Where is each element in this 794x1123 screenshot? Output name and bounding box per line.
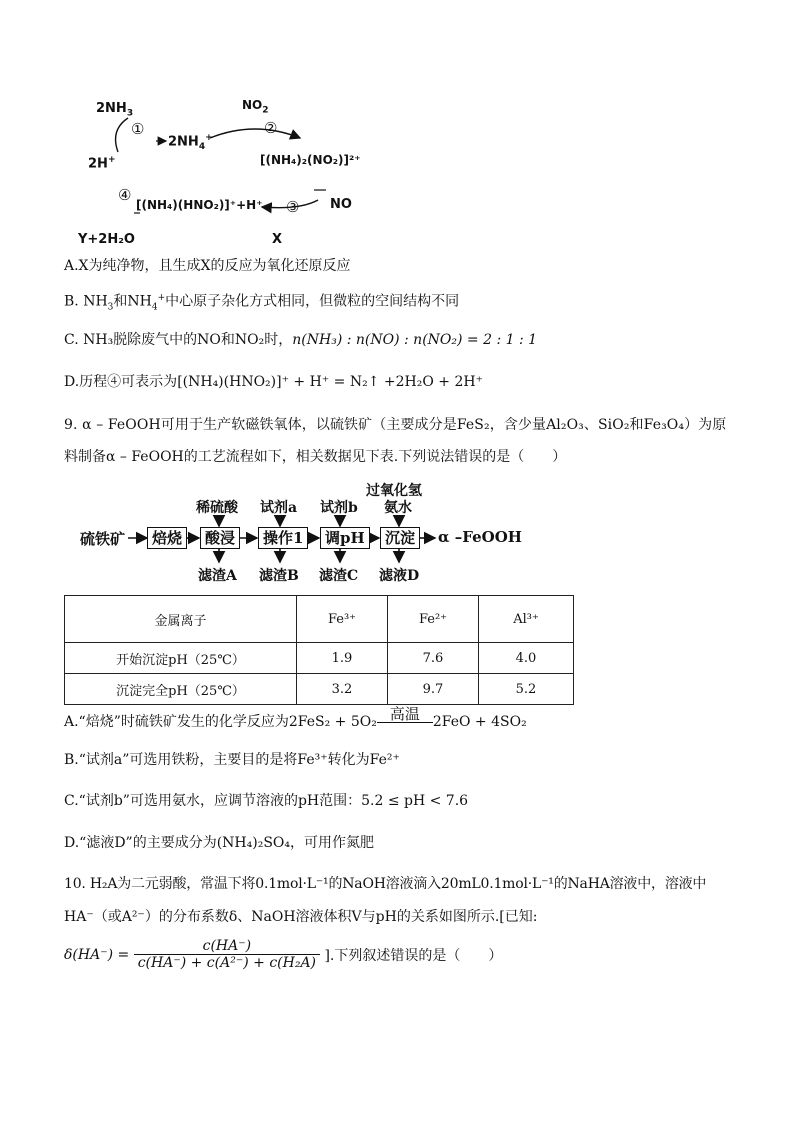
complex2: [(NH₄)(HNO₂)]⁺+H⁺ (136, 198, 263, 212)
q8-option-d-equation: [(NH₄)(HNO₂)]⁺ + H⁺ = N₂↑ +2H₂O + 2H⁺ (177, 374, 483, 390)
q9-option-a (64, 705, 527, 732)
q8-option-b: B. $NH_3$和$NH_4^+$中心原子杂化方式相同，但微粒的空间结构不同 (64, 293, 460, 313)
ph-data-table (64, 595, 574, 705)
no-reactant: NO (330, 197, 352, 212)
table-header-cell: Fe²⁺ (388, 596, 479, 643)
h-plus-reactant: 2H (88, 156, 108, 172)
x-label: X (272, 232, 283, 247)
flow-box-roast: 焙烧 (147, 527, 187, 549)
q9-option-a-right: 2FeO + 4SO₂ (432, 714, 527, 730)
complex1: [(NH₄)₂(NO₂)]²⁺ (260, 153, 361, 167)
q10-line2: HA⁻（或A²⁻）的分布系数δ、NaOH溶液体积V与pH的关系如图所示.[已知: (64, 909, 538, 925)
table-row (65, 674, 574, 705)
flow-box-precipitate: 沉淀 (380, 527, 420, 549)
q9-option-d: D.“滤液D”的主要成分为(NH₄)₂SO₄，可用作氮肥 (64, 835, 375, 851)
table-header-cell: 金属离子 (65, 596, 297, 643)
step1-label: ① (131, 120, 145, 138)
q9-option-a-condition: 高温 (389, 705, 420, 723)
table-cell: 1.9 (297, 643, 388, 674)
q8-option-d-text: D.历程④可表示为 (64, 374, 178, 390)
flow-box-acid-leach: 酸浸 (200, 527, 240, 549)
table-cell: 开始沉淀pH（25℃） (65, 643, 297, 674)
table-header-cell: Fe³⁺ (297, 596, 388, 643)
flow-product: α –FeOOH (438, 528, 522, 546)
step3-label: ③ (286, 198, 300, 216)
q10-formula (64, 938, 502, 971)
flow-input-reagent-b: 试剂b (320, 500, 358, 516)
q9-option-a-left: 2FeS₂ + 5O₂ (288, 714, 377, 730)
y-products: Y+2H₂O (78, 232, 135, 247)
q8-option-c-text: C. NH₃脱除废气中的NO和NO₂时， (64, 332, 293, 348)
table-header-cell: Al³⁺ (479, 596, 574, 643)
flow-output-residue-c: 滤渣C (319, 568, 359, 584)
table-cell: 7.6 (388, 643, 479, 674)
flow-start: 硫铁矿 (80, 530, 126, 548)
table-cell: 5.2 (479, 674, 574, 705)
flow-output-residue-b: 滤渣B (259, 568, 299, 584)
table-cell: 4.0 (479, 643, 574, 674)
table-cell: 9.7 (388, 674, 479, 705)
flow-input-h2o2: 过氧化氢 (366, 483, 422, 499)
no2-reactant: NO (242, 98, 263, 112)
q10-fraction (134, 938, 320, 971)
table-cell: 沉淀完全pH（25℃） (65, 674, 297, 705)
q10-fraction-numerator: c(HA⁻) (134, 938, 320, 955)
flow-box-adjust-ph: 调pH (320, 527, 370, 549)
q8-option-a: A.X为纯净物，且生成X的反应为氧化还原反应 (64, 258, 351, 274)
q9-stem-line1: 9. α – FeOOH可用于生产软磁铁氧体，以硫铁矿（主要成分是FeS₂，含少量Al₂O₃、SiO₂和Fe₃O₄）为原 (64, 417, 727, 433)
nh3-reactant: 2NH (96, 101, 127, 116)
q9-option-b: B.“试剂a”可选用铁粉，主要目的是将Fe³⁺转化为Fe²⁺ (64, 752, 400, 768)
table-header-row (65, 596, 574, 643)
flow-input-dilute-sulfuric: 稀硫酸 (196, 500, 238, 516)
nh4-intermediate: 2NH (168, 134, 199, 150)
q9-stem-line2: 料制备α – FeOOH的工艺流程如下，相关数据见下表.下列说法错误的是（ ） (64, 449, 567, 465)
step4-label: ④ (118, 186, 132, 204)
q8-option-c-ratio: n(NH₃) : n(NO) : n(NO₂) = 2 : 1 : 1 (292, 332, 538, 348)
table-row (65, 643, 574, 674)
q10-tail: ].下列叙述错误的是（ ） (324, 947, 503, 964)
flow-output-residue-a: 滤渣A (198, 568, 237, 584)
flow-input-reagent-a: 试剂a (260, 500, 298, 516)
flow-output-filtrate-d: 滤液D (379, 568, 420, 584)
q9-option-a-text: A.“焙烧”时硫铁矿发生的化学反应为 (64, 714, 289, 730)
step2-label: ② (264, 119, 278, 137)
flow-box-operation1: 操作1 (258, 527, 308, 549)
q10-delta-lhs: δ(HA⁻) = (64, 946, 130, 963)
q10-fraction-denominator: c(HA⁻) + c(A²⁻) + c(H₂A) (137, 955, 317, 971)
q8-option-b-text: 中心原子杂化方式相同，但微粒的空间结构不同 (165, 293, 460, 310)
q10-line1: 10. H₂A为二元弱酸，常温下将0.1mol·L⁻¹的NaOH溶液滴入20mL0.1mol·L⁻¹的NaHA溶液中，溶液中 (64, 876, 707, 892)
flow-input-ammonia: 氨水 (384, 500, 412, 516)
table-cell: 3.2 (297, 674, 388, 705)
q9-option-c: C.“试剂b”可选用氨水，应调节溶液的pH范围：5.2 ≤ pH < 7.6 (64, 793, 469, 809)
